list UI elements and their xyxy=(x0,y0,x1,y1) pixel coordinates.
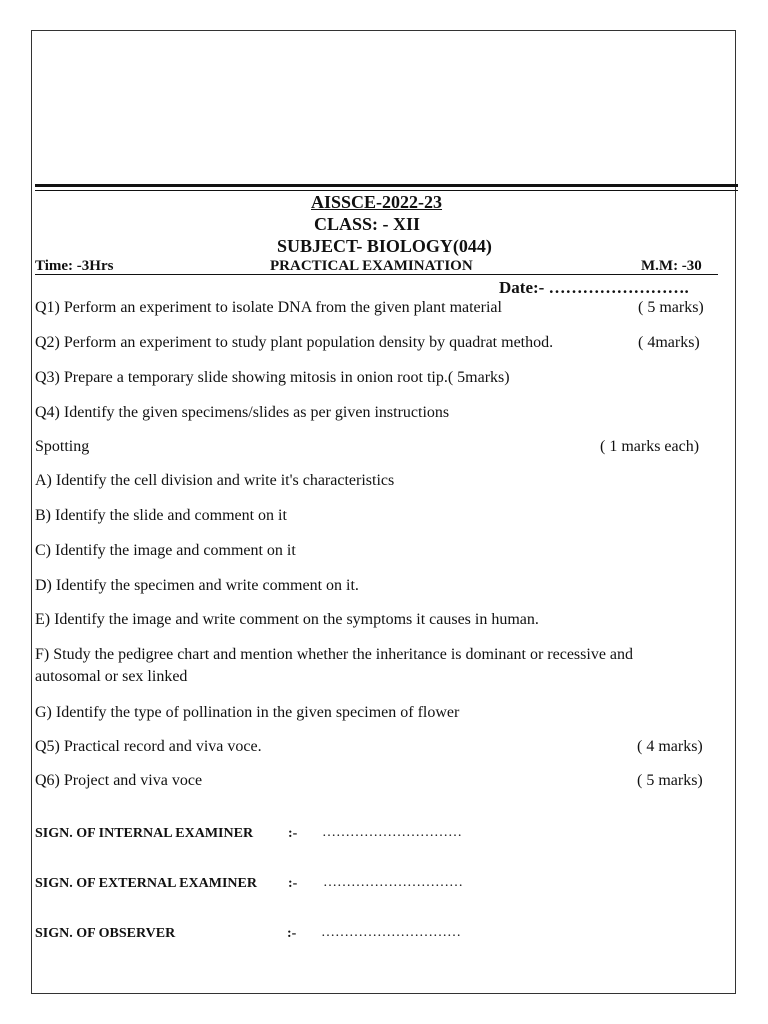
spotting-item: C) Identify the image and comment on it xyxy=(35,542,296,559)
signature-line-external: ………………………… xyxy=(323,875,463,890)
question-marks: ( 4 marks) xyxy=(637,738,703,755)
spotting-item: E) Identify the image and write comment on the symptoms it causes in human. xyxy=(35,611,539,628)
spotting-item: D) Identify the specimen and write comment on it. xyxy=(35,577,359,594)
date-field: Date:- ……………………. xyxy=(499,278,689,297)
spotting-item: G) Identify the type of pollination in the given specimen of flower xyxy=(35,704,460,721)
time-label: Time: -3Hrs xyxy=(35,258,114,274)
header-underline xyxy=(35,274,718,275)
question-marks: ( 5 marks) xyxy=(638,299,704,316)
signature-label-observer: SIGN. OF OBSERVER xyxy=(35,926,176,941)
max-marks-label: M.M: -30 xyxy=(641,258,702,274)
question-text: Spotting xyxy=(35,438,90,455)
signature-label-internal: SIGN. OF INTERNAL EXAMINER xyxy=(35,826,254,841)
spotting-item-continued: autosomal or sex linked xyxy=(35,668,188,685)
question-text: Q2) Perform an experiment to study plant population density by quadrat method. xyxy=(35,334,554,351)
question-text: Q5) Practical record and viva voce. xyxy=(35,738,262,755)
signature-separator: :- xyxy=(288,876,298,891)
signature-line-internal: ………………………… xyxy=(322,825,462,840)
header-rule-thick xyxy=(35,184,738,187)
spotting-item: A) Identify the cell division and write it's characteristics xyxy=(35,472,395,489)
spotting-item: B) Identify the slide and comment on it xyxy=(35,507,287,524)
exam-type-label: PRACTICAL EXAMINATION xyxy=(270,258,473,274)
question-text: Q1) Perform an experiment to isolate DNA from the given plant material xyxy=(35,299,502,316)
class-label: CLASS: - XII xyxy=(314,214,421,234)
question-marks: ( 1 marks each) xyxy=(600,438,700,455)
question-text: Q3) Prepare a temporary slide showing mitosis in onion root tip.( 5marks) xyxy=(35,369,510,386)
question-marks: ( 5 marks) xyxy=(637,772,703,789)
header-rule-thin xyxy=(35,190,738,191)
signature-line-observer: ………………………… xyxy=(321,925,461,940)
spotting-item: F) Study the pedigree chart and mention whether the inheritance is dominant or recessive and xyxy=(35,646,634,663)
signature-label-external: SIGN. OF EXTERNAL EXAMINER xyxy=(35,876,257,891)
subject-label: SUBJECT- BIOLOGY(044) xyxy=(277,236,492,256)
question-marks: ( 4marks) xyxy=(638,334,700,351)
exam-title: AISSCE-2022-23 xyxy=(311,192,443,212)
signature-separator: :- xyxy=(288,826,298,841)
question-text: Q6) Project and viva voce xyxy=(35,772,203,789)
signature-separator: :- xyxy=(287,926,297,941)
question-text: Q4) Identify the given specimens/slides as per given instructions xyxy=(35,404,450,421)
